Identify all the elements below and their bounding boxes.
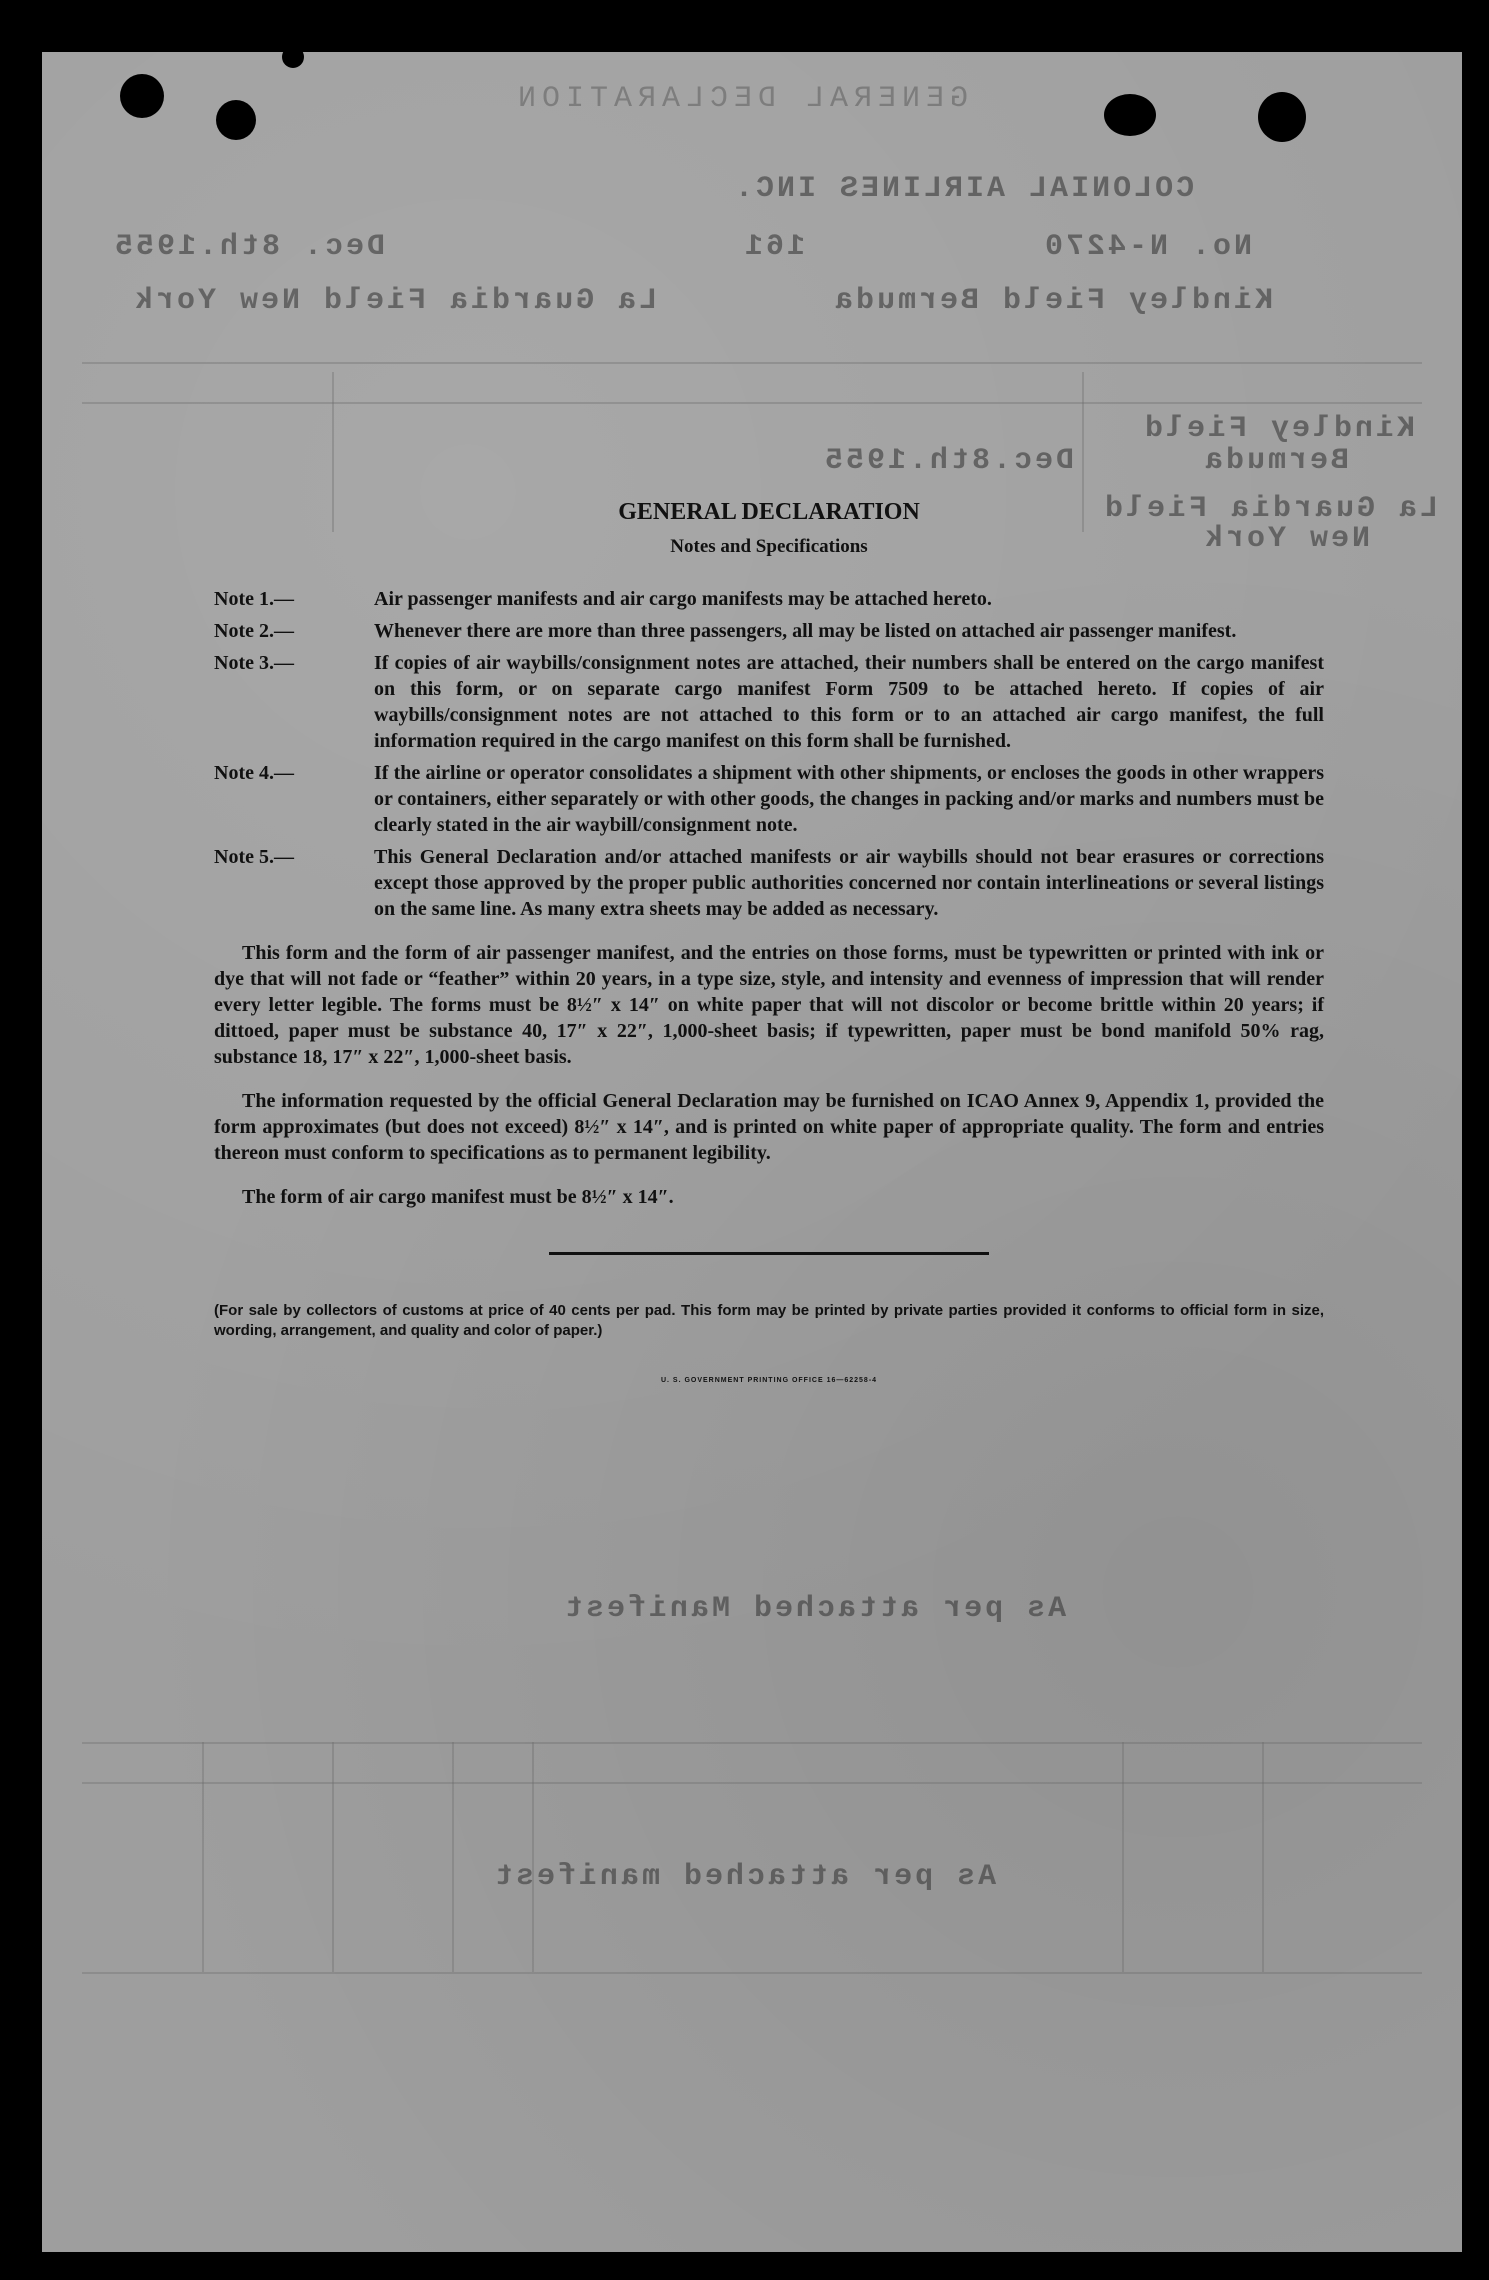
show-through-dest-1-text: La Guardia Field (1102, 492, 1439, 526)
show-through-origin-2 (1202, 444, 1349, 478)
page-title: GENERAL DECLARATION (618, 499, 920, 525)
show-through-cargo-note (492, 1860, 996, 1894)
show-through-line (82, 1972, 1422, 1974)
note-3 (214, 650, 1324, 754)
show-through-date-text: Dec. 8th.1955 (112, 230, 386, 264)
show-through-origin-1 (1142, 412, 1415, 446)
note-text: Whenever there are more than three passengers, all may be listed on attached air passenger manifest. (374, 620, 1237, 642)
show-through-arrival (132, 284, 657, 318)
show-through-route-date (822, 444, 1074, 478)
notes-panel (214, 499, 1324, 1384)
show-through-flight-text: 161 (742, 230, 806, 264)
paragraph-cargo-manifest: The form of air cargo manifest must be 8½″ x 14″. (242, 1186, 674, 1208)
paragraph-icao: The information requested by the official General Declaration may be furnished on ICAO Annex 9, Appendix 1, provided the form approximates (but does not exceed) 8½″ x 14″, and is printed on white paper of appropriate quality. The form and entries thereon must conform to specifications as to permanent legibility. (214, 1090, 1324, 1164)
note-label: Note 3.— (214, 652, 294, 674)
horizontal-rule (549, 1252, 989, 1255)
show-through-date (112, 230, 385, 264)
note-label: Note 2.— (214, 620, 294, 642)
show-through-owner-text: COLONIAL AIRLINES INC. (732, 172, 1195, 206)
punch-hole-right-2 (1258, 92, 1306, 142)
show-through-line (82, 1782, 1422, 1784)
page-subtitle: Notes and Specifications (670, 536, 868, 557)
note-label: Note 5.— (214, 846, 294, 868)
sale-notice: (For sale by collectors of customs at price of 40 cents per pad. This form may be printed by private parties provided it conforms to official form in size, wording, arrangement, and quality and color of paper.) (214, 1302, 1324, 1339)
show-through-cargo-note-text: As per attached manifest (492, 1860, 997, 1894)
punch-hole-left (120, 74, 164, 118)
show-through-form-title-text: GENERAL DECLARATION (512, 82, 969, 116)
punch-hole-top (282, 52, 304, 68)
show-through-form-title (512, 82, 968, 116)
show-through-line (1122, 1742, 1124, 1972)
note-4 (214, 760, 1324, 838)
show-through-line (1262, 1742, 1264, 1972)
show-through-arrival-text: La Guardia Field New York (132, 284, 658, 318)
note-1 (214, 586, 1324, 612)
show-through-departure (832, 284, 1273, 318)
note-5 (214, 844, 1324, 922)
note-text: Air passenger manifests and air cargo manifests may be attached hereto. (374, 588, 992, 610)
note-label: Note 4.— (214, 762, 294, 784)
punch-hole-right (1104, 94, 1156, 136)
show-through-aircraft-text: No. N-4270 (1042, 230, 1253, 264)
show-through-line (82, 362, 1422, 364)
paragraph-form-requirements: This form and the form of air passenger manifest, and the entries on those forms, must be typewritten or printed with ink or dye that will not fade or “feather” within 20 years, in a type size, style, and intensity and evenness of impression that will render every letter legible. The forms must be 8½″ x 14″ on white paper that will not discolor or become brittle within 20 years; if dittoed, paper must be substance 40, 17″ x 22″, 1,000-sheet basis; if typewritten, paper must be bond manifold 50% rag, substance 18, 17″ x 22″, 1,000-sheet basis. (214, 942, 1324, 1068)
note-2 (214, 618, 1324, 644)
show-through-flight (742, 230, 805, 264)
show-through-dest-2-text: New York (1202, 522, 1371, 556)
show-through-origin-2-text: Bermuda (1202, 444, 1350, 478)
note-text: If copies of air waybills/consignment notes are attached, their numbers shall be entered on the cargo manifest on this form, or on separate cargo manifest Form 7509 to be attached hereto. If copies of air waybills/consignment notes are not attached to this form or to an attached air cargo manifest, the full information required in the cargo manifest on this form shall be furnished. (374, 652, 1324, 752)
note-label: Note 1.— (214, 588, 294, 610)
show-through-passenger-note-text: As per attached Manifest (562, 1592, 1067, 1626)
show-through-line (82, 402, 1422, 404)
show-through-line (452, 1742, 454, 1972)
show-through-line (532, 1742, 534, 1972)
punch-hole-left-2 (216, 100, 256, 140)
show-through-line (332, 1742, 334, 1972)
show-through-owner (732, 172, 1194, 206)
show-through-line (202, 1742, 204, 1972)
note-text: This General Declaration and/or attached manifests or air waybills should not bear erasures or corrections except those approved by the proper public authorities concerned nor contain interlineations or several listings on the same line. As many extra sheets may be added as necessary. (374, 846, 1324, 920)
document-sheet (42, 52, 1462, 2252)
show-through-origin-1-text: Kindley Field (1142, 412, 1416, 446)
show-through-route-date-text: Dec.8th.1955 (822, 444, 1075, 478)
gpo-imprint: U. S. GOVERNMENT PRINTING OFFICE 16—62258-4 (660, 1377, 878, 1384)
show-through-aircraft (1042, 230, 1252, 264)
show-through-passenger-note (562, 1592, 1066, 1626)
note-text: If the airline or operator consolidates a shipment with other shipments, or encloses the goods in other wrappers or containers, either separately or with other goods, the changes in packing and/or marks and numbers must be clearly stated in the air waybill/consignment note. (374, 762, 1324, 836)
show-through-line (82, 1742, 1422, 1744)
show-through-departure-text: Kindley Field Bermuda (832, 284, 1274, 318)
